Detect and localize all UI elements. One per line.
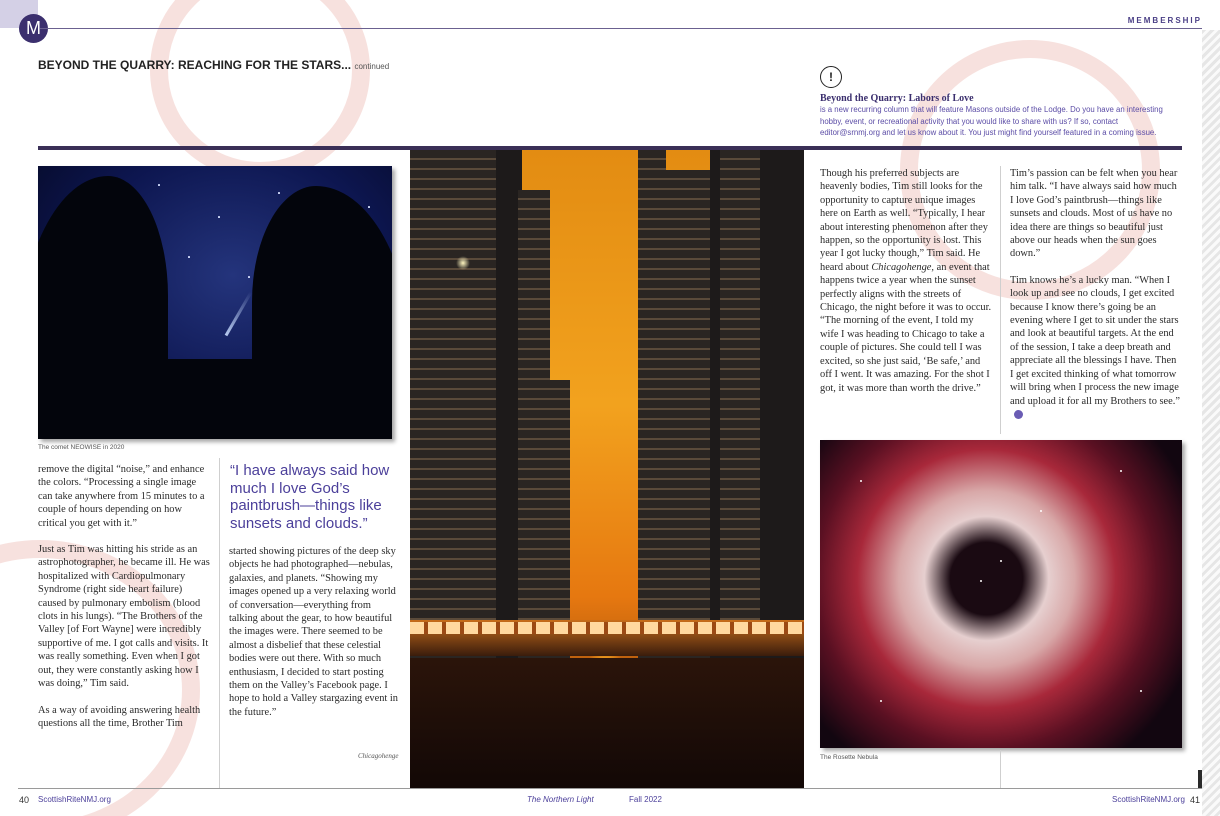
paragraph: remove the digital “noise,” and enhance the colors. “Processing a single image can take anywhere from 15 minutes to a couple of hours depending on how critical you get with it.” bbox=[38, 464, 205, 529]
paragraph: started showing pictures of the deep sky objects he had photographed—nebulas, galaxies, and planets. “Showing my images opened up a very relaxing world of conversation—everything from talking about the gear, to how beautiful the images were. There seemed to be almost a disbelief that these celestial bodies were out there. With so much enthusiasm, I decided to start posting them on the Valley’s Facebook page. I hope to hold a Valley stargazing event in the future.” bbox=[229, 546, 398, 718]
comet-caption: The comet NEOWISE in 2020 bbox=[38, 444, 125, 451]
chicagohenge-emphasis: Chicagohenge, bbox=[871, 261, 934, 273]
left-site-link[interactable]: ScottishRiteNMJ.org bbox=[38, 795, 111, 804]
left-page-number: 40 bbox=[19, 795, 30, 805]
magazine-name: The Northern Light bbox=[527, 795, 594, 804]
body-column-4 bbox=[1010, 167, 1182, 421]
callout-box bbox=[820, 66, 1180, 139]
page-edge-stripes bbox=[1202, 30, 1220, 816]
paragraph-text: an event that happens twice a year when the sunset perfectly aligns with the streets of Chicago, the night before it was to occur. “The morning of the event, I told my wife I was heading to Chicago to take a couple of pictures. She could tell I was excited, so she just said, ‘Be safe,’ and off I went. It was amazing. For the shot I got, it was more than worth the drive.” bbox=[820, 261, 992, 394]
right-site-link[interactable]: ScottishRiteNMJ.org bbox=[1112, 795, 1185, 804]
body-column-2 bbox=[229, 545, 401, 719]
article-title bbox=[38, 58, 389, 72]
column-divider bbox=[219, 458, 220, 788]
paragraph bbox=[820, 167, 992, 395]
column-divider bbox=[1000, 166, 1001, 434]
exclamation-icon bbox=[820, 66, 842, 88]
decorative-swirl bbox=[150, 0, 370, 180]
paragraph: As a way of avoiding answering health questions all the time, Brother Tim bbox=[38, 704, 201, 729]
callout-body: is a new recurring column that will feature Masons outside of the Lodge. Do you have an interesting hobby, event, or recreational activity that you would like to share with us? If so, contact editor@srnmj.org and let us know about it. You just might find yourself featured in a coming issue. bbox=[820, 105, 1163, 137]
issue-label: Fall 2022 bbox=[629, 795, 662, 804]
page-tab-marker bbox=[1198, 770, 1202, 788]
exclamation-glyph: ! bbox=[829, 70, 833, 84]
paragraph-text: Though his preferred subjects are heavenly bodies, Tim still looks for the opportunity to capture unique images here on Earth as well. “Typically, I hear about interesting phenomenon after they happen, so the opportunity is lost. This year I got lucky though,” Tim said. He heard about bbox=[820, 168, 988, 273]
right-page-number: 41 bbox=[1190, 795, 1201, 805]
article-title-text: BEYOND THE QUARRY: REACHING FOR THE STARS... bbox=[38, 58, 352, 72]
paragraph-text: Tim knows he’s a lucky man. “When I look up and see no clouds, I get excited because I know there’s going be an evening where I get to sit under the stars and look at beautiful targets. At the end of the session, I take a deep breath and appreciate all the blessings I have. Then I get excited thinking of what tomorrow will bring when I process the new image and upload it for all my Brothers to see.” bbox=[1010, 274, 1180, 407]
section-label: MEMBERSHIP bbox=[1127, 16, 1202, 25]
paragraph: Tim’s passion can be felt when you hear him talk. “I have always said how much I love God’s paintbrush—things like sunsets and clouds. Most of us have no idea there are things so beautiful just above our heads when the sun goes down.” bbox=[1010, 168, 1178, 260]
chicagohenge-caption: Chicagohenge bbox=[358, 752, 399, 760]
pull-quote: “I have always said how much I love God’s paintbrush—things like sunsets and clouds.” bbox=[230, 462, 390, 532]
comet-photo bbox=[38, 166, 392, 439]
section-badge-letter: M bbox=[26, 18, 41, 38]
footer-rule bbox=[18, 788, 1202, 789]
paragraph bbox=[1010, 274, 1182, 421]
body-column-1 bbox=[38, 463, 210, 730]
header-rule bbox=[40, 28, 1202, 29]
end-of-article-icon bbox=[1014, 410, 1023, 419]
continued-label: continued bbox=[354, 62, 390, 71]
callout-title: Beyond the Quarry: Labors of Love bbox=[820, 93, 974, 104]
rosette-nebula-photo bbox=[820, 440, 1182, 748]
column-divider bbox=[1000, 750, 1001, 788]
chicagohenge-photo bbox=[410, 150, 804, 788]
paragraph: Just as Tim was hitting his stride as an astrophotographer, he became ill. He was hospitalized with Cardiopulmonary Syndrome (right side heart failure) caused by pulmonary embolism (blood clots in his lungs). “The Brothers of the Valley [of Fort Wayne] were incredibly supportive of me. I got calls and visits. It was really something. Even when I got out, they were constantly asking how I was doing,” Tim said. bbox=[38, 544, 210, 690]
body-column-3 bbox=[820, 167, 992, 395]
nebula-caption: The Rosette Nebula bbox=[820, 754, 878, 761]
